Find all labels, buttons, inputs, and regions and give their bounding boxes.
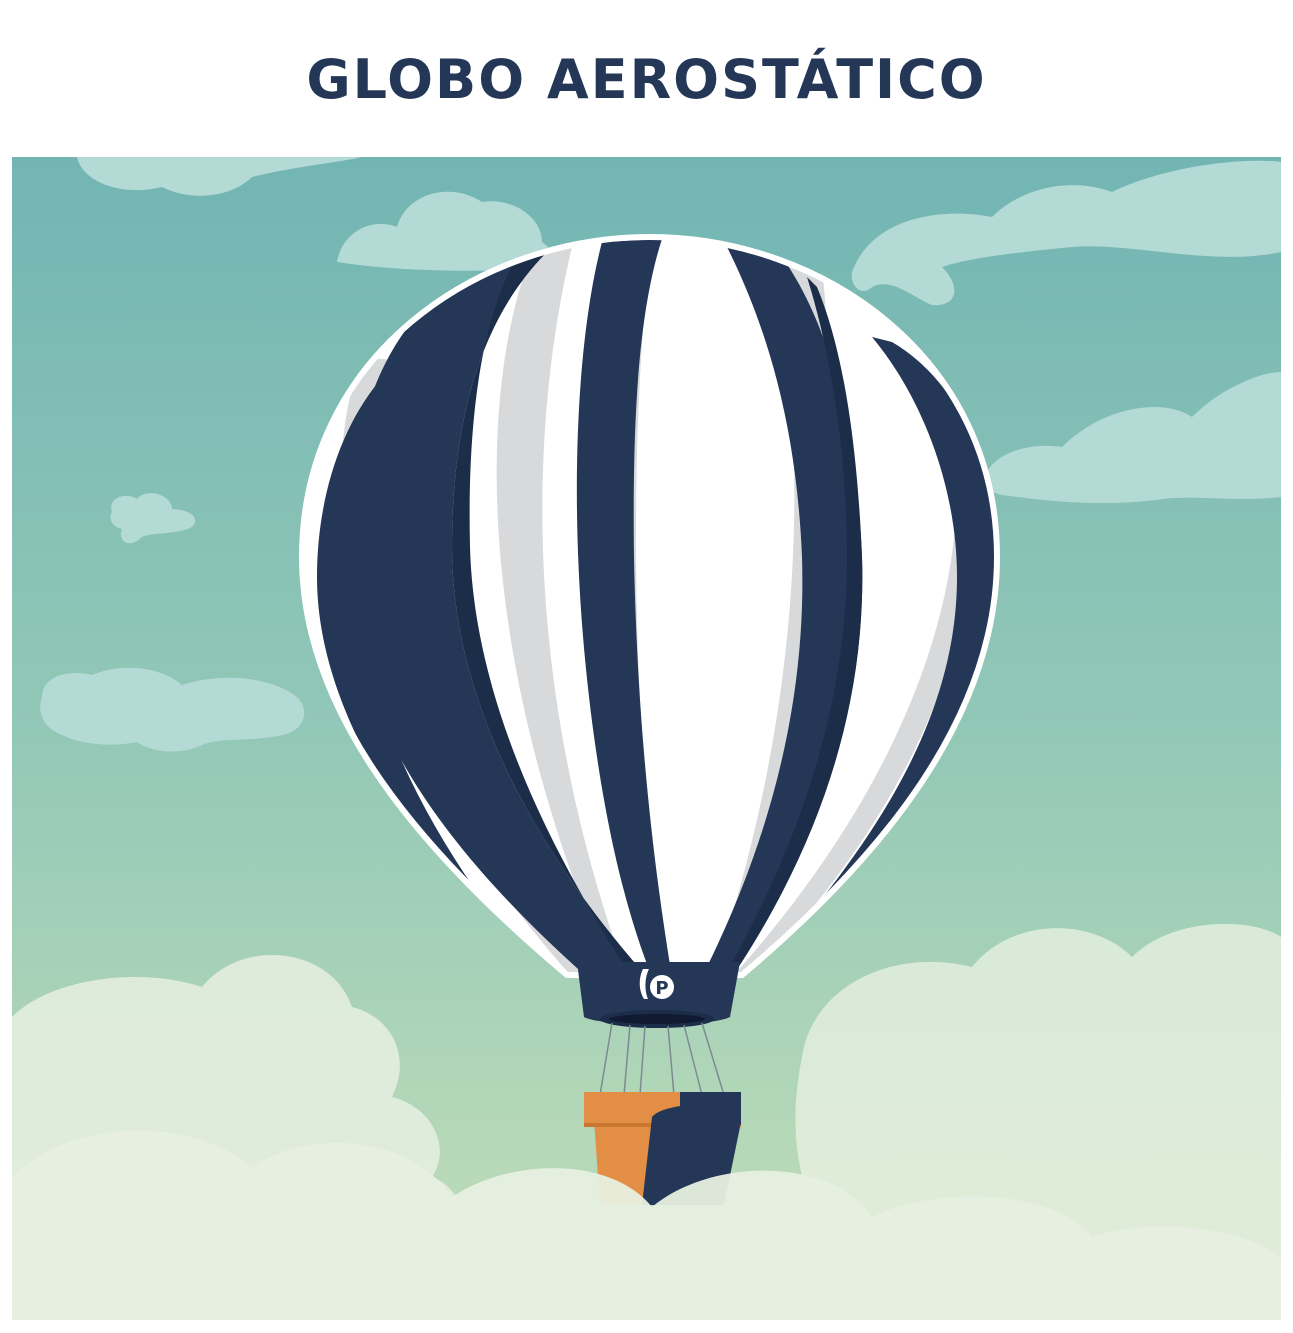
emblem-letter: P xyxy=(655,978,669,999)
balloon-scene-svg xyxy=(12,157,1281,1320)
page-title: GLOBO AEROSTÁTICO xyxy=(306,48,987,111)
balloon-illustration xyxy=(12,157,1281,1320)
